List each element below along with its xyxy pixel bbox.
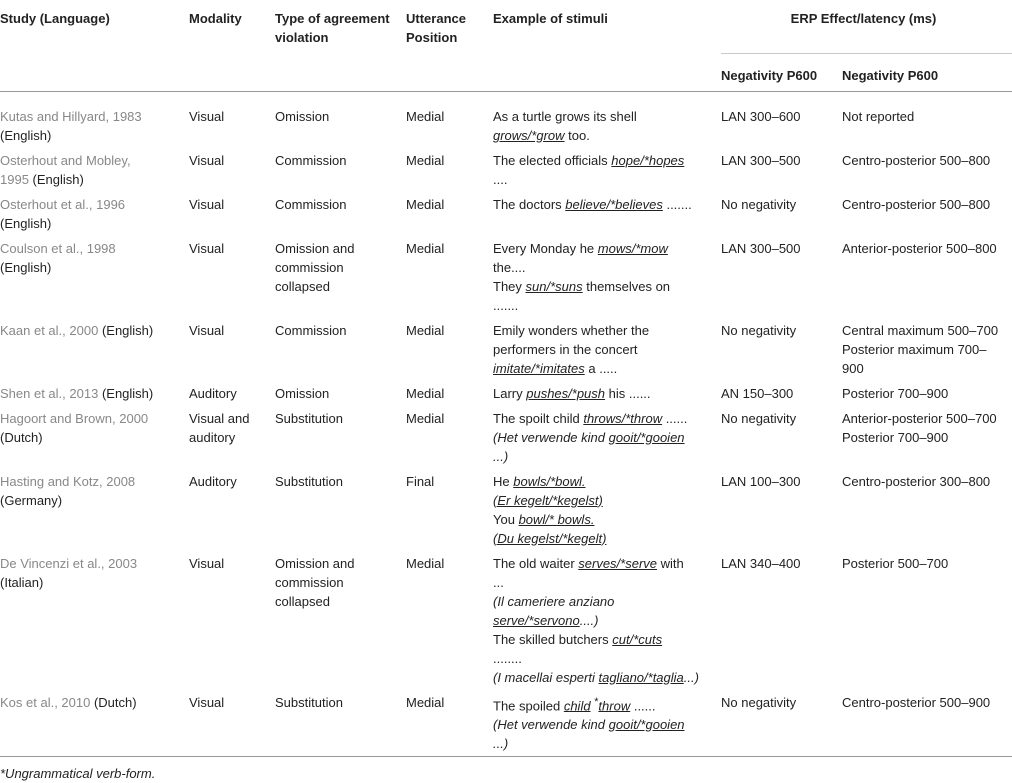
stimulus-verb: serves/*serve	[578, 555, 658, 571]
negativity-cell: LAN 340–400	[721, 555, 801, 571]
table-row	[0, 469, 1012, 551]
header-modality: Modality	[189, 11, 242, 26]
p600-cell: Posterior 700–900	[842, 385, 949, 401]
stimulus-text: .......	[493, 297, 519, 313]
citation-link[interactable]: Coulson et al., 1998	[0, 240, 116, 256]
stimuli-cell	[493, 148, 721, 192]
stimulus-text: Larry	[493, 385, 527, 401]
position-cell: Medial	[406, 694, 445, 710]
stimulus-verb: mows/*mow	[597, 240, 668, 256]
stimulus-verb: bowl/* bowls.	[518, 511, 595, 527]
study-cell	[0, 469, 189, 551]
table-row	[0, 236, 1012, 318]
stimulus-text: You	[493, 511, 519, 527]
language: (English)	[101, 385, 154, 401]
stimulus-text: ........	[493, 650, 522, 666]
stimulus-translation: ...)	[683, 669, 699, 685]
negativity-cell: LAN 100–300	[721, 473, 801, 489]
study-cell	[0, 104, 189, 148]
language: (Italian)	[0, 574, 44, 590]
study-cell	[0, 406, 189, 469]
stimulus-verb: believe/*believes	[565, 196, 663, 212]
stimulus-verb: gooit/*gooien	[608, 429, 685, 445]
type-cell: Substitution	[275, 473, 343, 489]
negativity-cell: LAN 300–500	[721, 152, 801, 168]
table-row	[0, 690, 1012, 757]
stimulus-text: ......	[662, 410, 688, 426]
stimuli-cell	[493, 690, 721, 757]
modality-cell: Auditory	[189, 385, 237, 401]
citation-link[interactable]: Hagoort and Brown, 2000	[0, 410, 149, 426]
study-cell	[0, 381, 189, 406]
negativity-cell: No negativity	[721, 694, 797, 710]
stimulus-text: Every Monday he	[493, 240, 598, 256]
p600-cell: Centro-posterior 300–800	[842, 473, 991, 489]
citation-link[interactable]: Osterhout and Mobley,	[0, 152, 131, 168]
header-p600: Negativity P600	[842, 54, 1012, 92]
stimulus-text: .......	[662, 196, 692, 212]
citation-link[interactable]: Kaan et al., 2000	[0, 322, 99, 338]
stimulus-text: As a turtle grows its shell	[493, 108, 637, 124]
p600-cell	[842, 406, 1012, 469]
table-row	[0, 551, 1012, 690]
stimuli-cell	[493, 104, 721, 148]
language: (Germany)	[0, 492, 63, 508]
stimulus-text: Emily wonders whether the performers in the concert	[493, 322, 650, 357]
study-cell	[0, 551, 189, 690]
position-cell: Medial	[406, 555, 445, 571]
table-row	[0, 192, 1012, 236]
stimulus-text: themselves on	[582, 278, 671, 294]
stimulus-translation: (Het verwende kind	[493, 716, 609, 732]
table-row	[0, 318, 1012, 381]
study-cell	[0, 236, 189, 318]
header-type: Type of agreement violation	[275, 11, 390, 45]
type-cell: Commission	[275, 196, 347, 212]
type-cell: Commission	[275, 322, 347, 338]
stimulus-verb: child	[563, 697, 591, 713]
header-example: Example of stimuli	[493, 11, 608, 26]
p600-value: Posterior maximum 700–900	[842, 341, 987, 376]
language: (English)	[101, 322, 154, 338]
stimulus-verb: bowls/*bowl.	[513, 473, 586, 489]
negativity-cell: LAN 300–500	[721, 240, 801, 256]
header-negativity: Negativity P600	[721, 54, 842, 92]
citation-link[interactable]: Kutas and Hillyard, 1983	[0, 108, 142, 124]
header-study: Study (Language)	[0, 11, 110, 26]
stimuli-cell	[493, 406, 721, 469]
ungrammatical-marker: *	[594, 695, 599, 708]
stimulus-verb: tagliano/*taglia	[598, 669, 684, 685]
table-row	[0, 381, 1012, 406]
p600-cell: Posterior 500–700	[842, 555, 949, 571]
table-row	[0, 104, 1012, 148]
modality-cell: Visual	[189, 322, 225, 338]
stimulus-verb: throws/*throw	[583, 410, 663, 426]
stimulus-text: too.	[564, 127, 590, 143]
citation-link[interactable]: Osterhout et al., 1996	[0, 196, 126, 212]
stimulus-text: The doctors	[493, 196, 566, 212]
stimulus-text: ...	[493, 574, 504, 590]
stimuli-cell	[493, 469, 721, 551]
p600-cell	[842, 318, 1012, 381]
citation-link[interactable]: 1995	[0, 171, 29, 187]
stimulus-translation: ...)	[493, 448, 509, 464]
language: (Dutch)	[93, 694, 137, 710]
header-position: Utterance Position	[406, 11, 466, 45]
p600-value: Central maximum 500–700	[842, 322, 999, 338]
stimulus-verb: (Er kegelt/*kegelst)	[493, 492, 603, 508]
modality-cell: Visual and auditory	[189, 410, 250, 445]
stimulus-text: The elected officials	[493, 152, 612, 168]
p600-value: Posterior 700–900	[842, 429, 949, 445]
modality-cell: Visual	[189, 196, 225, 212]
stimulus-translation: (I macellai esperti	[493, 669, 599, 685]
stimulus-text: ....	[493, 171, 508, 187]
type-cell: Omission and commission collapsed	[275, 555, 355, 609]
type-cell: Omission	[275, 108, 330, 124]
modality-cell: Visual	[189, 152, 225, 168]
stimuli-cell	[493, 192, 721, 236]
stimuli-cell	[493, 381, 721, 406]
position-cell: Medial	[406, 385, 445, 401]
p600-cell: Not reported	[842, 108, 915, 124]
p600-value: Anterior-posterior 500–700	[842, 410, 997, 426]
position-cell: Medial	[406, 108, 445, 124]
language: (English)	[32, 171, 84, 187]
citation-link[interactable]: Kos et al., 2010	[0, 694, 91, 710]
p600-cell: Centro-posterior 500–900	[842, 694, 991, 710]
language: (English)	[0, 259, 52, 275]
language: (Dutch)	[0, 429, 43, 445]
stimulus-text: The skilled butchers	[493, 631, 613, 647]
stimulus-translation: ...)	[493, 735, 509, 751]
table-row	[0, 148, 1012, 192]
stimulus-text: The spoiled	[493, 697, 564, 713]
study-cell	[0, 192, 189, 236]
stimuli-cell	[493, 551, 721, 690]
negativity-cell: LAN 300–600	[721, 108, 801, 124]
citation-link[interactable]: Hasting and Kotz, 2008	[0, 473, 136, 489]
position-cell: Medial	[406, 196, 445, 212]
position-cell: Medial	[406, 410, 445, 426]
position-cell: Medial	[406, 152, 445, 168]
stimulus-text: He	[493, 473, 514, 489]
header-erp: ERP Effect/latency (ms)	[790, 11, 937, 26]
negativity-cell: No negativity	[721, 410, 797, 426]
stimulus-verb: imitate/*imitates	[493, 360, 585, 376]
type-cell: Omission and commission collapsed	[275, 240, 355, 294]
study-cell	[0, 690, 189, 757]
citation-link[interactable]: Shen et al., 2013	[0, 385, 99, 401]
type-cell: Substitution	[275, 410, 343, 426]
position-cell: Medial	[406, 240, 445, 256]
type-cell: Commission	[275, 152, 347, 168]
stimulus-verb: sun/*suns	[525, 278, 583, 294]
modality-cell: Visual	[189, 555, 225, 571]
stimulus-verb: (Du kegelst/*kegelt)	[493, 530, 607, 546]
negativity-cell: No negativity	[721, 196, 797, 212]
stimulus-verb: cut/*cuts	[612, 631, 663, 647]
stimulus-verb: throw	[598, 697, 631, 713]
study-cell	[0, 318, 189, 381]
modality-cell: Auditory	[189, 473, 237, 489]
position-cell: Final	[406, 473, 435, 489]
stimulus-verb: grows/*grow	[493, 127, 565, 143]
table-row	[0, 406, 1012, 469]
stimulus-verb: gooit/*gooien	[608, 716, 685, 732]
modality-cell: Visual	[189, 694, 225, 710]
study-cell	[0, 148, 189, 192]
modality-cell: Visual	[189, 240, 225, 256]
stimulus-verb: hope/*hopes	[611, 152, 685, 168]
stimulus-text: the....	[493, 259, 526, 275]
citation-link[interactable]: De Vincenzi et al., 2003	[0, 555, 138, 571]
stimulus-text: ......	[630, 697, 656, 713]
p600-cell: Centro-posterior 500–800	[842, 196, 991, 212]
negativity-cell: AN 150–300	[721, 385, 794, 401]
language: (English)	[0, 215, 52, 231]
negativity-cell: No negativity	[721, 322, 797, 338]
stimulus-text: The spoilt child	[493, 410, 584, 426]
stimuli-cell	[493, 318, 721, 381]
p600-cell: Centro-posterior 500–800	[842, 152, 991, 168]
type-cell: Omission	[275, 385, 330, 401]
stimulus-text: his ......	[605, 385, 651, 401]
stimulus-verb: pushes/*push	[526, 385, 606, 401]
type-cell: Substitution	[275, 694, 343, 710]
table-footnote: *Ungrammatical verb-form.	[0, 765, 156, 781]
stimulus-translation: (Il cameriere anziano	[493, 593, 615, 609]
stimulus-translation: ....)	[579, 612, 599, 628]
language: (English)	[0, 127, 52, 143]
position-cell: Medial	[406, 322, 445, 338]
stimulus-text: a .....	[584, 360, 618, 376]
stimuli-cell	[493, 236, 721, 318]
p600-cell: Anterior-posterior 500–800	[842, 240, 997, 256]
stimulus-text: They	[493, 278, 526, 294]
modality-cell: Visual	[189, 108, 225, 124]
stimulus-translation: (Het verwende kind	[493, 429, 609, 445]
stimulus-text: The old waiter	[493, 555, 579, 571]
stimulus-text: with	[657, 555, 684, 571]
stimulus-verb: serve/*servono	[493, 612, 580, 628]
